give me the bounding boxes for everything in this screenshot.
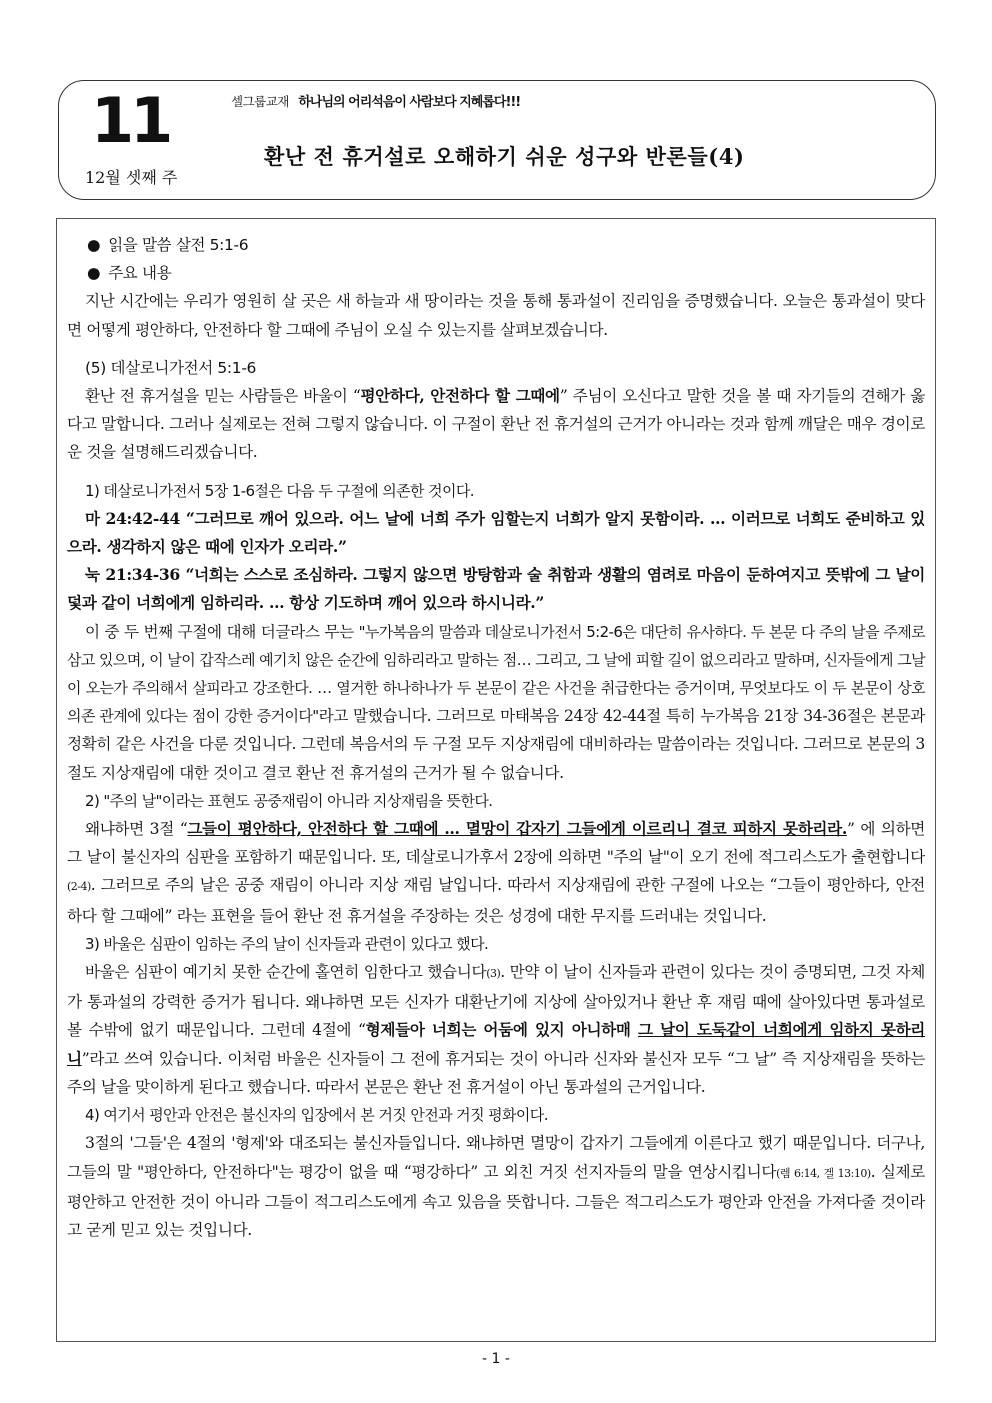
matthew-quote: 마 24:42-44 “그러므로 깨어 있으라. 어느 날에 너희 주가 임할는지 너희가 알지 못함이라. … 이러므로 너희도 준비하고 있으라. 생각하지 않은 때에 인자가 오리라.”: [67, 508, 925, 557]
verse-ref: (렘 6:14, 겔 13:10): [776, 1166, 871, 1180]
text-run: ” 주님이 오신다고 말한 것을 볼 때 자기들의 견해가 옳다고 말합니다. 그러나 실제로는 전혀 그렇지 않습니다. 이 구절이 환난 전 휴거설의 근거가 아니라는 것과 함께 깨달은 매우 경이로운 것을 설명해드리겠습니다.: [67, 387, 925, 462]
luke-quote: 눅 21:34-36 “너희는 스스로 조심하라. 그렇지 않으면 방탕함과 술 취함과 생활의 염려로 마음이 둔하여지고 뜻밖에 그 날이 덫과 같이 너희에게 임하리라. … 항상 기도하며 깨어 있으라 하시니라.”: [67, 565, 925, 613]
point1-paragraph: [67, 618, 925, 787]
underlined-emphasis: 그 날이 도둑같이 너희에게 임하지 못하리니: [67, 1020, 926, 1068]
main-content-bullet: [67, 259, 925, 287]
point3-paragraph: [67, 958, 925, 1101]
text-run: 이 중 두 번째 구절에 대해 더글라스 무는: [85, 622, 359, 641]
emphasis-text: 그들이 평안하다, 안전하다 할 그때에 … 멸망이 갑자기 그들에게 이르리니 결코 피하지 못하리라.: [187, 819, 847, 839]
text-run: 왜냐하면 3절 “: [85, 820, 188, 839]
lesson-header: [58, 80, 936, 200]
emphasis-text: 평안하다, 안전하다 할 그때에: [360, 386, 560, 406]
week-label: 12월 셋째 주: [85, 168, 178, 187]
series-title: 하나님의 어리석음이 사람보다 지혜롭다!!!: [298, 95, 521, 110]
content-box: [56, 218, 936, 1342]
point4-paragraph: [67, 1129, 925, 1244]
text-run: ”라고 쓰여 있습니다. 이처럼 바울은 신자들이 그 전에 휴거되는 것이 아니라 신자와 불신자 모두 “그 날” 즉 지상재림을 뜻하는 주의 날을 맞이하게 된다고 했습니다. 따라서 본문은 환난 전 휴거설이 아닌 통과설의 근거입니다.: [67, 1049, 925, 1096]
reading-bullet: [67, 231, 925, 259]
text-run: . 만약 이 날이 신자들과 관련이 있다는 것이 증명되면, 그것 자체가 통과설의 강력한 증거가 됩니다. 왜냐하면 모든 신자가 대환난기에 지상에 살아있거나 환난 후 재림 때에 살아있다면 통과설로 볼 수밖에 없기 때문입니다. 그런데 4절에 “: [67, 963, 925, 1040]
emphasis-text: 형제들아 너희는 어둠에 있지 아니하매: [365, 1020, 638, 1040]
intro-paragraph: 지난 시간에는 우리가 영원히 살 곳은 새 하늘과 새 땅이라는 것을 통해 통과설이 진리임을 증명했습니다. 오늘은 통과설이 맞다면 어떻게 평안하다, 안전하다 할 그때에 주님이 오실 수 있는지를 살펴보겠습니다.: [67, 292, 925, 339]
point3-heading: 3) 바울은 심판이 임하는 주의 날이 신자들과 관련이 있다고 했다.: [85, 934, 489, 953]
section-heading-5: (5) 데살로니가전서 5:1-6: [85, 358, 257, 377]
quote-text: "누가복음의 말씀과 데살로니가전서 5:2-6은 대단히 유사하다. 두 본문 다 주의 날을 주제로 삼고 있으며, 이 날이 갑작스레 예기치 않은 순간에 임하리라고 말하는 점… 그리고, 그 날에 피할 길이 없으리라고 말하며, 신자들에게 그날이 오는가 주의해서 살피라고 강조한다. … 열거한 하나하나가 두 본문이 같은 사건을 취급한다는 증거이며, 무엇보다도 이 두 본문이 상호의존 관계에 있다는 점이 강한 증거이다": [67, 622, 925, 726]
text-run: . 실제로 평안하고 안전한 것이 아니라 그들이 적그리스도에게 속고 있음을 뜻합니다. 그들은 적그리스도가 평안과 안전을 가져다줄 것이라고 굳게 믿고 있는 것입니다.: [67, 1162, 925, 1239]
verse-ref: (2-4): [67, 880, 91, 894]
point2-heading: 2) "주의 날"이라는 표현도 공중재림이 아니라 지상재림을 뜻한다.: [85, 791, 493, 810]
verse-ref: (3): [486, 967, 501, 981]
text-run: 환난 전 휴거설을 믿는 사람들은 바울이 “: [85, 387, 361, 406]
series-line: [231, 91, 520, 110]
point2-paragraph: [67, 815, 925, 930]
section5-paragraph: [67, 382, 925, 467]
text-run: 바울은 심판이 예기치 못한 순간에 홀연히 임한다고 했습니다: [85, 963, 487, 982]
text-run: 3절의 '그들'은 4절의 '형제'와 대조되는 불신자들입니다. 왜냐하면 멸망이 갑자기 그들에게 이른다고 했기 때문입니다. 더구나, 그들의 말 "평안하다, 안전하다"는 평강이 없을 때 “평강하다” 고 외친 거짓 선지자들의 말을 연상시킵니다: [67, 1134, 925, 1181]
page-number: - 1 -: [482, 1351, 510, 1367]
bullet-icon: ●: [87, 264, 101, 283]
series-label: 셀그룹교재: [231, 94, 289, 109]
text-run: 라고 말했습니다. 그러므로 마태복음 24장 42-44절 특히 누가복음 21장 34-36절은 본문과 정확히 같은 사건을 다룬 것입니다. 그런데 복음서의 두 구절 모두 지상재림에 대비하라는 말씀이라는 것입니다. 그러므로 본문의 3절도 지상재림에 대한 것이고 결코 환난 전 휴거설의 근거가 될 수 없습니다.: [67, 707, 926, 782]
page-title: 환난 전 휴거설로 오해하기 쉬운 성구와 반론들(4): [264, 144, 745, 169]
point4-heading: 4) 여기서 평안과 안전은 불신자의 입장에서 본 거짓 안전과 거짓 평화이다.: [85, 1106, 548, 1125]
text-run: ” 에 의하면 그 날이 불신자의 심판을 포함하기 때문입니다. 또, 데살로니가후서 2장에 의하면 "주의 날"이 오기 전에 적그리스도가 출현합니다: [67, 820, 925, 867]
lesson-number: 11: [91, 84, 170, 157]
point1-heading: 1) 데살로니가전서 5장 1-6절은 다음 두 구절에 의존한 것이다.: [85, 481, 474, 500]
main-content-text: 주요 내용: [108, 264, 172, 283]
reading-text: 읽을 말씀 살전 5:1-6: [108, 236, 249, 254]
bullet-icon: ●: [87, 236, 101, 254]
text-run: . 그러므로 주의 날은 공중 재림이 아니라 지상 재림 날입니다. 따라서 지상재림에 관한 구절에 나오는 “그들이 평안하다, 안전하다 할 그때에” 라는 표현을 들어 환난 전 휴거설을 주장하는 것은 성경에 대한 무지를 드러내는 것입니다.: [67, 876, 925, 925]
